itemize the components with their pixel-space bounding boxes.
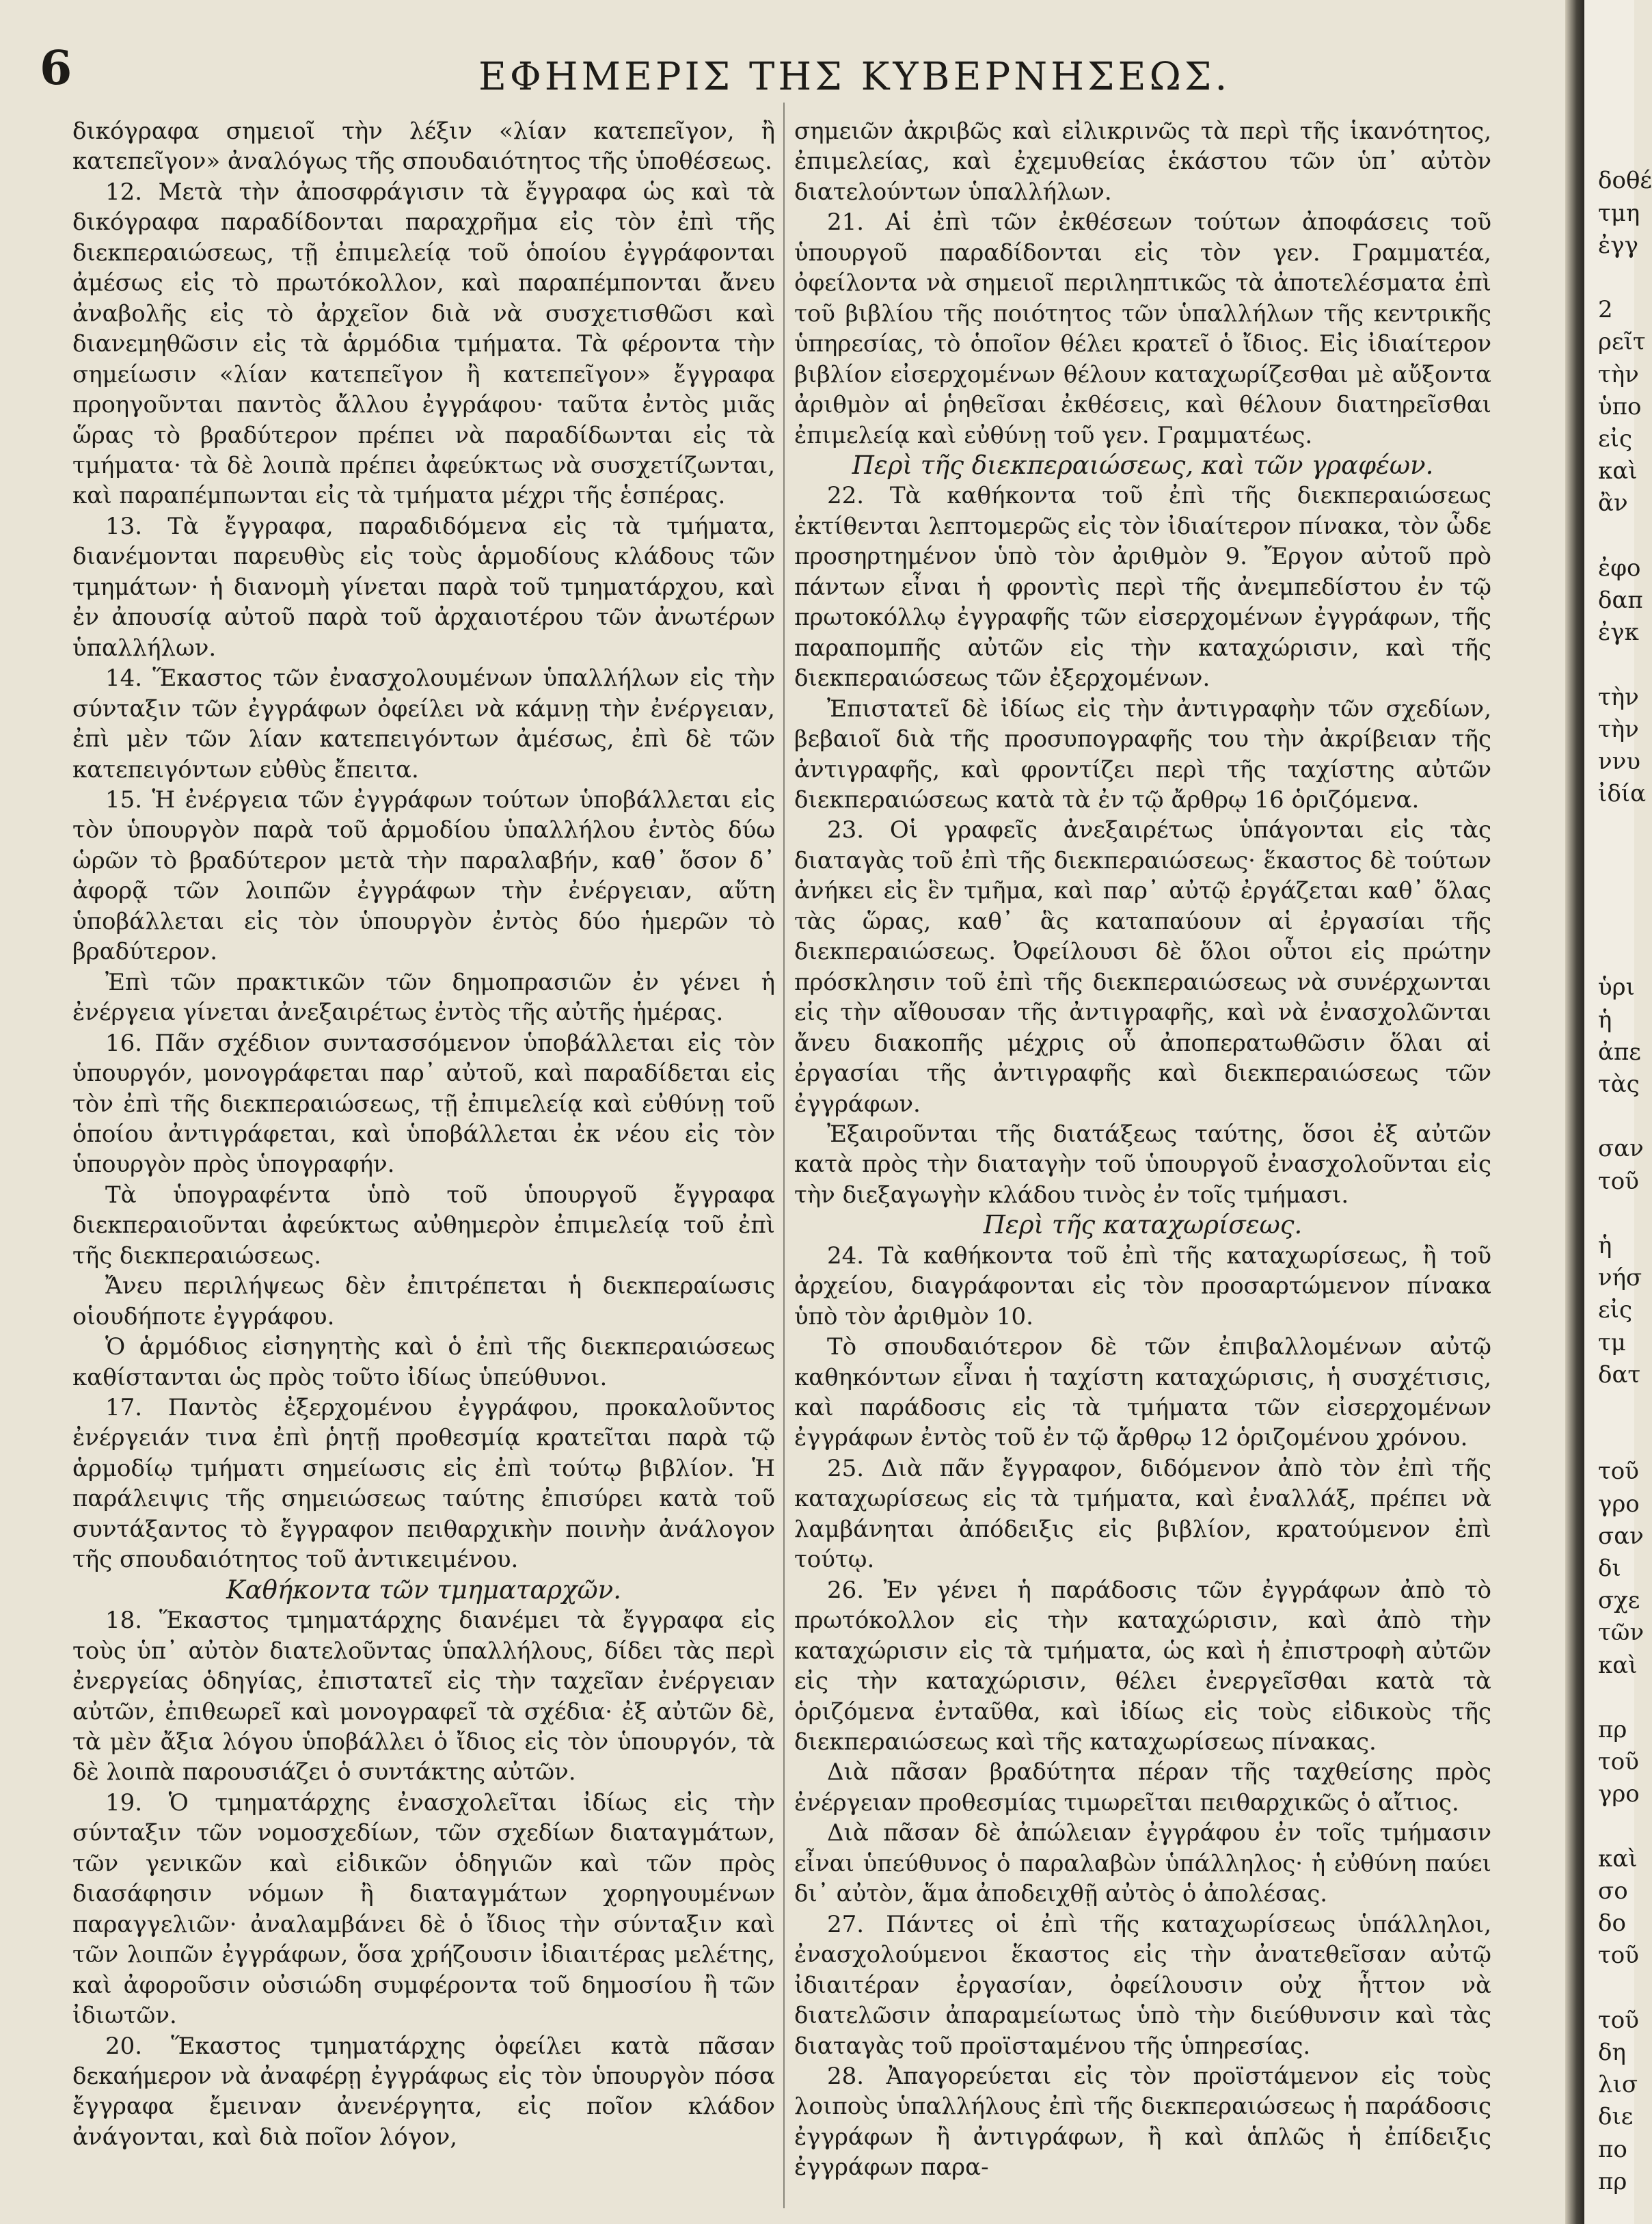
next-page-fragment: τμ: [1598, 1328, 1626, 1356]
next-page-fragment: δοθέ: [1598, 167, 1652, 195]
left-column-paragraph: 13. Τὰ ἔγγραφα, παραδιδόμενα εἰς τὰ τμήματα, διανέμονται παρευθὺς εἰς τοὺς ἁρμοδίους κλάδους τῶν τμημάτων· ἡ διανομὴ γίνεται παρὰ τοῦ τμηματάρχου, καὶ ἐν ἀπουσίᾳ αὐτοῦ παρὰ τοῦ ἀρχαιοτέρου τῶν ἀνωτέρων ὑπαλλήλων.: [72, 512, 775, 662]
next-page-fragment: ἂν: [1598, 490, 1628, 518]
right-column-paragraph: 25. Διὰ πᾶν ἔγγραφον, διδόμενον ἀπὸ τὸν ἐπὶ τῆς καταχωρίσεως εἰς τὰ τμήματα, καὶ ἐναλλάξ, πρέπει νὰ λαμβάνηται ἀπόδειξις εἰς βιβλίον, κρατούμενον ἐπὶ τούτῳ.: [794, 1454, 1491, 1574]
left-column-paragraph: Ὁ ἁρμόδιος εἰσηγητὴς καὶ ὁ ἐπὶ τῆς διεκπεραιώσεως καθίστανται ὡς πρὸς τοῦτο ἰδίως ὑπεύθυνοι.: [72, 1333, 775, 1391]
next-page-fragment: πρ: [1598, 1716, 1627, 1743]
left-column-paragraph: 16. Πᾶν σχέδιον συντασσόμενον ὑποβάλλεται εἰς τὸν ὑπουργόν, μονογράφεται παρ᾽ αὐτοῦ, καὶ παραδίδεται εἰς τὸν ἐπὶ τῆς διεκπεραιώσεως, τῇ ἐπιμελείᾳ καὶ εὐθύνῃ τοῦ ὁποίου ἀντιγράφεται, καὶ ὑποβάλλεται ἐκ νέου εἰς τὸν ὑπουργὸν πρὸς ὑπογραφήν.: [72, 1029, 775, 1179]
next-page-fragment: ἰδία: [1598, 780, 1647, 808]
column-rule: [783, 103, 785, 2208]
right-column-paragraph: 24. Τὰ καθήκοντα τοῦ ἐπὶ τῆς καταχωρίσεως, ἢ τοῦ ἀρχείου, διαγράφονται εἰς τὸν προσαρτώμενον πίνακα ὑπὸ τὸν ἀριθμὸν 10.: [794, 1242, 1491, 1330]
right-column-section-heading: Περὶ τῆς διεκπεραιώσεως, καὶ τῶν γραφέων.: [852, 450, 1434, 480]
left-column-paragraph: 19. Ὁ τμηματάρχης ἐνασχολεῖται ἰδίως εἰς τὴν σύνταξιν τῶν νομοσχεδίων, τῶν σχεδίων διαταγμάτων, τῶν γενικῶν καὶ εἰδικῶν ὁδηγιῶν καὶ τῶν πρὸς διασάφησιν νόμων ἢ διαταγμάτων χορηγουμένων παραγγελιῶν· ἀναλαμβάνει δὲ ὁ ἴδιος τὴν σύνταξιν καὶ τῶν λοιπῶν ἐγγράφων, ὅσα χρήζουσιν ἰδιαιτέρας μελέτης, καὶ ἀφοροῦσιν οὐσιώδη συμφέροντα τοῦ δημοσίου ἢ τῶν ἰδιωτῶν.: [72, 1788, 775, 2030]
next-page-fragment: τοῦ: [1598, 1167, 1639, 1195]
next-page-edge: [1584, 0, 1652, 2224]
next-page-fragment: ρεῖτ: [1598, 328, 1646, 356]
left-column-paragraph: Ἄνευ περιλήψεως δὲν ἐπιτρέπεται ἡ διεκπεραίωσις οἱουδήποτε ἐγγράφου.: [72, 1272, 775, 1330]
next-page-fragment: ὑρι: [1598, 974, 1635, 1002]
next-page-fragment: τοῦ: [1598, 2006, 1639, 2034]
right-column: [794, 116, 1491, 2183]
next-page-fragment: πο: [1598, 2135, 1627, 2163]
next-page-fragment: τὴν: [1598, 360, 1639, 388]
next-page-fragment: σαν: [1598, 1135, 1644, 1163]
next-page-fragment: καὶ: [1598, 1651, 1638, 1679]
right-column-section-heading: Περὶ τῆς καταχωρίσεως.: [983, 1210, 1303, 1240]
next-page-fragment: εἰς: [1598, 425, 1632, 453]
next-page-fragment: ἀπε: [1598, 1038, 1641, 1066]
next-page-fragment: καὶ: [1598, 1845, 1638, 1873]
next-page-fragment: τὴν: [1598, 715, 1639, 743]
left-column: [72, 116, 775, 2152]
next-page-fragment: νήσ: [1598, 1264, 1642, 1292]
next-page-fragment: τοῦ: [1598, 1942, 1639, 1970]
right-column-paragraph: 21. Αἱ ἐπὶ τῶν ἐκθέσεων τούτων ἀποφάσεις τοῦ ὑπουργοῦ παραδίδονται εἰς τὸν γεν. Γραμματέα, ὀφείλοντα νὰ σημειοῖ περιληπτικῶς τὰ ἀποτελέσματα ἐπὶ τοῦ βιβλίου τῆς ποιότητος τῶν ὑπαλλήλων τῆς κεντρικῆς ὑπηρεσίας, τὸ ὁποῖον θέλει κρατεῖ ὁ ἴδιος. Εἰς ἰδιαίτερον βιβλίον εἰσερχομένων θέλουν καταχωρίζεσθαι μὲ αὔξοντα ἀριθμὸν αἱ ῥηθεῖσαι ἐκθέσεις, καὶ θέλουν διατηρεῖσθαι ἐπιμελείᾳ καὶ εὐθύνῃ τοῦ γεν. Γραμματέως.: [794, 209, 1491, 449]
left-column-paragraph: δικόγραφα σημειοῖ τὴν λέξιν «λίαν κατεπεῖγον, ἢ κατεπεῖγον» ἀναλόγως τῆς σπουδαιότητος τῆς ὑποθέσεως.: [72, 118, 775, 176]
next-page-fragment: δι: [1598, 1555, 1621, 1582]
next-page-fragment: διε: [1598, 2103, 1634, 2131]
next-page-fragment: ἐφο: [1598, 554, 1641, 582]
next-page-fragment: δο: [1598, 1910, 1626, 1938]
next-page-fragment: ὑπο: [1598, 392, 1642, 420]
next-page-fragment: πρ: [1598, 2167, 1627, 2195]
right-column-paragraph: Διὰ πᾶσαν δὲ ἀπώλειαν ἐγγράφου ἐν τοῖς τμήμασιν εἶναι ὑπεύθυνος ὁ παραλαβὼν ὑπάλληλος· ἡ εὐθύνη παύει δι᾽ αὐτὸν, ἅμα ἀποδειχθῇ αὐτὸς ὁ ἀπολέσας.: [794, 1819, 1491, 1908]
next-page-fragment: σαν: [1598, 1522, 1644, 1550]
right-column-paragraph: 23. Οἱ γραφεῖς ἀνεξαιρέτως ὑπάγονται εἰς τὰς διαταγὰς τοῦ ἐπὶ τῆς διεκπεραιώσεως· ἕκαστος δὲ τούτων ἀνήκει εἰς ἓν τμῆμα, καὶ παρ᾽ αὐτῷ ἐργάζεται καθ᾽ ὅλας τὰς ὥρας, καθ᾽ ἃς καταπαύουν αἱ ἐργασίαι τῆς διεκπεραιώσεως. Ὀφείλουσι δὲ ὅλοι οὗτοι εἰς πρώτην πρόσκλησιν τοῦ ἐπὶ τῆς διεκπεραιώσεως νὰ συνέρχωνται εἰς τὴν αἴθουσαν τῆς ἀντιγραφῆς, καὶ νὰ ἐνασχολῶνται ἄνευ διακοπῆς μέχρις οὗ ἀποπερατωθῶσιν ὅλαι αἱ ἐργασίαι τῆς ἀντιγραφῆς καὶ διεκπεραιώσεως τῶν ἐγγράφων.: [794, 816, 1491, 1118]
right-column-paragraph: Ἐπιστατεῖ δὲ ἰδίως εἰς τὴν ἀντιγραφὴν τῶν σχεδίων, βεβαιοῖ διὰ τῆς προσυπογραφῆς του τὴν ἀκρίβειαν τῆς ἀντιγραφῆς, καὶ φροντίζει περὶ τῆς ταχίστης αὐτῶν διεκπεραιώσεως κατὰ τὰ ἐν τῷ ἄρθρῳ 16 ὁριζόμενα.: [794, 695, 1491, 814]
next-page-fragment: γρο: [1598, 1490, 1640, 1518]
next-page-fragment: δαπ: [1598, 587, 1643, 614]
left-column-paragraph: 12. Μετὰ τὴν ἀποσφράγισιν τὰ ἔγγραφα ὡς καὶ τὰ δικόγραφα παραδίδονται παραχρῆμα εἰς τὸν ἐπὶ τῆς διεκπεραιώσεως, τῇ ἐπιμελείᾳ τοῦ ὁποίου ἐγγράφονται ἀμέσως εἰς τὸ πρωτόκολλον, καὶ παραπέμπονται ἄνευ ἀναβολῆς εἰς τὸ ἀρχεῖον διὰ νὰ συσχετισθῶσι καὶ διανεμηθῶσιν εἰς τὰ ἁρμόδια τμήματα. Τὰ φέροντα τὴν σημείωσιν «λίαν κατεπεῖγον ἢ κατεπεῖγον» ἔγγραφα προηγοῦνται παντὸς ἄλλου ἐγγράφου· ταῦτα ἐντὸς μιᾶς ὥρας τὸ βραδύτερον πρέπει νὰ παραδίδωνται εἰς τὰ τμήματα· τὰ δὲ λοιπὰ πρέπει ἀφεύκτως νὰ συσχετίζωνται, καὶ παραπέμπωνται εἰς τὰ τμήματα μέχρι τῆς ἑσπέρας.: [72, 178, 775, 510]
next-page-fragment: ἡ: [1598, 1232, 1612, 1259]
left-column-paragraph: 20. Ἕκαστος τμηματάρχης ὀφείλει κατὰ πᾶσαν δεκαήμερον νὰ ἀναφέρῃ ἐγγράφως εἰς τὸν ὑπουργὸν πόσα ἔγγραφα ἔμειναν ἀνενέργητα, εἰς ποῖον κλάδον ἀνάγονται, καὶ διὰ ποῖον λόγον,: [72, 2032, 775, 2151]
book-binding: [1565, 0, 1584, 2224]
next-page-fragment: 2: [1598, 296, 1613, 324]
next-page-fragment: ἡ: [1598, 1006, 1612, 1034]
next-page-fragment: λισ: [1598, 2071, 1638, 2099]
right-column-paragraph: 27. Πάντες οἱ ἐπὶ τῆς καταχωρίσεως ὑπάλληλοι, ἐνασχολούμενοι ἕκαστος εἰς τὴν ἀνατεθεῖσαν αὐτῷ ἰδιαιτέραν ἐργασίαν, ὀφείλουσιν οὐχ ἧττον νὰ διατελῶσιν ἀπαραμείωτως ὑπὸ τὴν διεύθυνσιν καὶ τὰς διαταγὰς τοῦ προϊσταμένου τῆς ὑπηρεσίας.: [794, 1910, 1491, 2060]
next-page-fragment: ἐγγ: [1598, 231, 1638, 259]
next-page-fragment: σο: [1598, 1877, 1628, 1905]
next-page-fragment: τμη: [1598, 199, 1640, 227]
right-column-paragraph: σημειῶν ἀκριβῶς καὶ εἰλικρινῶς τὰ περὶ τῆς ἱκανότητος, ἐπιμελείας, καὶ ἐχεμυθείας ἑκάστου τῶν ὑπ᾽ αὐτὸν διατελούντων ὑπαλλήλων.: [794, 118, 1491, 206]
page-number: 6: [40, 41, 72, 96]
next-page-fragment: τῶν: [1598, 1619, 1644, 1647]
next-page-fragment: σχε: [1598, 1587, 1640, 1615]
next-page-fragment: τὰς: [1598, 1071, 1640, 1098]
next-page-fragment: εἰς: [1598, 1296, 1632, 1324]
next-page-fragment: γρο: [1598, 1780, 1640, 1808]
right-column-paragraph: Τὸ σπουδαιότερον δὲ τῶν ἐπιβαλλομένων αὐτῷ καθηκόντων εἶναι ἡ ταχίστη καταχώρισις, ἡ συσχέτισις, καὶ παράδοσις εἰς τὰ τμήματα τῶν εἰσερχομένων ἐγγράφων ἐντὸς τοῦ ἐν τῷ ἄρθρῳ 12 ὁριζομένου χρόνου.: [794, 1333, 1491, 1452]
right-column-paragraph: Ἐξαιροῦνται τῆς διατάξεως ταύτης, ὅσοι ἐξ αὐτῶν κατὰ πρὸς τὴν διαταγὴν τοῦ ὑπουργοῦ ἐνασχολοῦνται εἰς τὴν διεξαγωγὴν κλάδου τινὸς ἐν τοῖς τμήμασι.: [794, 1120, 1491, 1209]
next-page-fragment: ννυ: [1598, 748, 1641, 775]
right-column-paragraph: 22. Τὰ καθήκοντα τοῦ ἐπὶ τῆς διεκπεραιώσεως ἐκτίθενται λεπτομερῶς εἰς τὸν ἰδιαίτερον πίνακα, τὸν ὧδε προσηρτημένον ὑπὸ τὸν ἀριθμὸν 9. Ἔργον αὐτοῦ πρὸ πάντων εἶναι ἡ φροντὶς περὶ τῆς ἀνεμπεδίστου ἐν τῷ πρωτοκόλλῳ ἐγγραφῆς τῶν εἰσερχομένων ἐγγράφων, τῆς παραπομπῆς αὐτῶν εἰς τὴν καταχώρισιν, καὶ τῆς διεκπεραιώσεως τῶν ἐξερχομένων.: [794, 482, 1491, 693]
left-column-section-heading: Καθήκοντα τῶν τμηματαρχῶν.: [226, 1575, 621, 1605]
left-column-paragraph: 18. Ἕκαστος τμηματάρχης διανέμει τὰ ἔγγραφα εἰς τοὺς ὑπ᾽ αὐτὸν διατελοῦντας ὑπαλλήλους, δίδει τὰς περὶ ἐνεργείας ὁδηγίας, ἐπιστατεῖ εἰς τὴν ταχεῖαν ἐνέργειαν αὐτῶν, ἐπιθεωρεῖ καὶ μονογραφεῖ τὰ σχέδια· ἐξ αὐτῶν δὲ, τὰ μὲν ἄξια λόγου ὑποβάλλει ὁ ἴδιος εἰς τὸν ὑπουργόν, τὰ δὲ λοιπὰ παρουσιάζει ὁ συντάκτης αὐτῶν.: [72, 1607, 775, 1786]
running-head: ΕΦΗΜΕΡΙΣ ΤΗΣ ΚΥΒΕΡΝΗΣΕΩΣ.: [478, 55, 1231, 99]
next-page-fragment: δη: [1598, 2039, 1626, 2066]
next-page-fragment: καὶ: [1598, 457, 1638, 485]
next-page-fragment: τοῦ: [1598, 1748, 1639, 1776]
next-page-fragment: τὴν: [1598, 683, 1639, 711]
right-column-paragraph: 26. Ἐν γένει ἡ παράδοσις τῶν ἐγγράφων ἀπὸ τὸ πρωτόκολλον εἰς τὴν καταχώρισιν, καὶ ἀπὸ τὴν καταχώρισιν εἰς τὰ τμήματα, ὡς καὶ ἡ ἐπιστροφὴ αὐτῶν εἰς τὴν καταχώρισιν, θέλει ἐνεργεῖσθαι κατὰ τὰ ὁριζόμενα ἐνταῦθα, καὶ ἰδίως εἰς τοὺς εἰδικοὺς τῆς διεκπεραιώσεως καὶ τῆς καταχωρίσεως πίνακας.: [794, 1576, 1491, 1756]
right-column-paragraph: 28. Ἀπαγορεύεται εἰς τὸν προϊστάμενον εἰς τοὺς λοιποὺς ὑπαλλήλους ἐπὶ τῆς διεκπεραιώσεως ἡ παράδοσις ἐγγράφων ἢ ἀντιγράφων, ἢ καὶ ἁπλῶς ἡ ἐπίδειξις ἐγγράφων παρα-: [794, 2063, 1491, 2182]
next-page-fragment: τοῦ: [1598, 1458, 1639, 1486]
left-column-paragraph: Ἐπὶ τῶν πρακτικῶν τῶν δημοπρασιῶν ἐν γένει ἡ ἐνέργεια γίνεται ἀνεξαιρέτως ἐντὸς τῆς αὐτῆς ἡμέρας.: [72, 968, 775, 1027]
left-column-paragraph: 15. Ἡ ἐνέργεια τῶν ἐγγράφων τούτων ὑποβάλλεται εἰς τὸν ὑπουργὸν παρὰ τοῦ ἁρμοδίου ὑπαλλήλου ἐντὸς δύω ὡρῶν τὸ βραδύτερον μετὰ τὴν παραλαβήν, καθ᾽ ὅσον δ᾽ ἀφορᾷ τῶν λοιπῶν ἐγγράφων τὴν ἐνέργειαν, αὕτη ὑποβάλλεται εἰς τὸν ὑπουργὸν ἐντὸς δύο ἡμερῶν τὸ βραδύτερον.: [72, 786, 775, 966]
left-column-paragraph: Τὰ ὑπογραφέντα ὑπὸ τοῦ ὑπουργοῦ ἔγγραφα διεκπεραιοῦνται ἀφεύκτως αὐθημερὸν ἐπιμελείᾳ τοῦ ἐπὶ τῆς διεκπεραιώσεως.: [72, 1181, 775, 1270]
next-page-fragment: ἐγκ: [1598, 619, 1639, 647]
next-page-fragment: δατ: [1598, 1361, 1641, 1389]
right-column-paragraph: Διὰ πᾶσαν βραδύτητα πέραν τῆς ταχθείσης πρὸς ἐνέργειαν προθεσμίας τιμωρεῖται πειθαρχικῶς ὁ αἴτιος.: [794, 1758, 1491, 1817]
left-column-paragraph: 17. Παντὸς ἐξερχομένου ἐγγράφου, προκαλοῦντος ἐνέργειάν τινα ἐπὶ ῥητῇ προθεσμίᾳ κρατεῖται παρὰ τῷ ἁρμοδίῳ τμήματι σημείωσις εἰς ἐπὶ τούτῳ βιβλίον. Ἡ παράλειψις τῆς σημειώσεως ταύτης ἐπισύρει κατὰ τοῦ συντάξαντος τὸ ἔγγραφον πειθαρχικὴν ποινὴν ἀνάλογον τῆς σπουδαιότητος τοῦ ἀντικειμένου.: [72, 1394, 775, 1574]
left-column-paragraph: 14. Ἕκαστος τῶν ἐνασχολουμένων ὑπαλλήλων εἰς τὴν σύνταξιν τῶν ἐγγράφων ὀφείλει νὰ κάμνῃ τὴν ἐνέργειαν, ἐπὶ μὲν τῶν λίαν κατεπειγόντων ἀμέσως, ἐπὶ δὲ τῶν κατεπειγόντων εὐθὺς ἔπειτα.: [72, 665, 775, 783]
